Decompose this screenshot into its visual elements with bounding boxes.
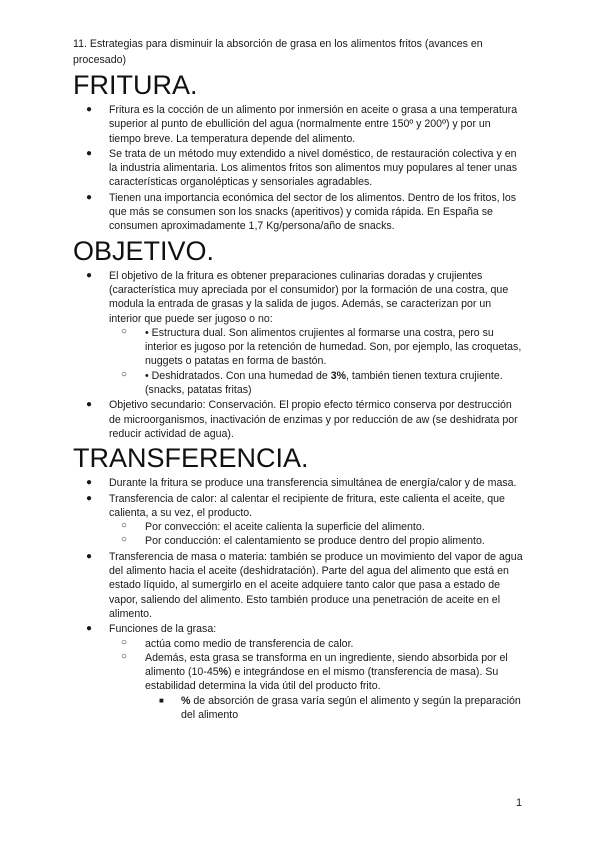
hollow-bullet-icon: ○ <box>121 650 128 662</box>
absorcion-sublist <box>145 694 523 723</box>
list-item: ○ actúa como medio de transferencia de calor. <box>121 636 354 650</box>
list-item: ● Objetivo secundario: Conservación. El propio efecto térmico conserva por destrucción de microorganismos, inactivación de enzimas y por reducción de aw (se deshidrata por reducir actividad de agua). <box>86 399 518 440</box>
hollow-bullet-icon: ○ <box>121 325 128 337</box>
heading-fritura: FRITURA. <box>73 70 198 100</box>
bullet-icon: ● <box>86 477 93 489</box>
hollow-bullet-icon: ○ <box>121 534 128 546</box>
transferencia-list <box>73 476 523 722</box>
grasa-sublist <box>109 637 523 723</box>
page-number: 1 <box>516 797 523 809</box>
list-item: ● Tienen una importancia económica del sector de los alimentos. Dentro de los fritos, los que más se consumen son los snacks (aperitivos) y comida rápida. En España se consumen aproximadamente 1,7 Kg/persona/año de snacks. <box>86 191 517 233</box>
hollow-bullet-icon: ○ <box>121 368 128 380</box>
bullet-icon: ● <box>86 623 93 635</box>
heading-transferencia: TRANSFERENCIA. <box>73 443 309 474</box>
list-item: ● El objetivo de la fritura es obtener preparaciones culinarias doradas y crujientes (característica muy apreciada por el consumidor) por la formación de una costra, que modula la entrada de grasas y la salida de jugos. Además, se caracterizan por un interior que puede ser jugoso o no: ○ • Estructura dual. Son alimentos crujientes al formarse una costra, pero su interior es jugoso por la retención de humedad. Son, por ejemplo, las croquetas, nuggets o patatas en forma de bastón. ○ • Deshidratados. Con una humedad de 3%, también tienen textura crujiente. (snacks, patatas fritas) <box>86 269 522 397</box>
bullet-icon: ● <box>86 147 93 159</box>
list-item: ■ % de absorción de grasa varía según el alimento y según la preparación del alimento <box>159 694 521 721</box>
hollow-bullet-icon: ○ <box>121 636 128 648</box>
hollow-bullet-icon: ○ <box>121 520 128 532</box>
square-bullet-icon: ■ <box>159 695 164 705</box>
list-item: ○ Además, esta grasa se transforma en un ingrediente, siendo absorbida por el alimento (10-45%) e integrándose en el mismo (transferencia de masa). Su estabilidad determina la vida útil del producto frito. ■ % de absorción de grasa varía según el alimento y según la preparación del alimento <box>109 651 523 722</box>
intro-line: 11. Estrategias para disminuir la absorción de grasa en los alimentos fritos (avances en procesado) <box>73 38 483 66</box>
list-item: ● Se trata de un método muy extendido a nivel doméstico, de restauración colectiva y en la industria alimentaria. Los alimentos fritos son alimentos muy populares al tener unas características organolépticas y sensoriales agradables. <box>86 147 518 189</box>
heading-objetivo: OBJETIVO. <box>73 235 215 266</box>
document-page <box>73 36 523 723</box>
calor-sublist <box>109 520 523 549</box>
bullet-icon: ● <box>86 492 93 504</box>
list-item: ○ • Estructura dual. Son alimentos crujientes al formarse una costra, pero su interior es jugoso por la retención de humedad. Son, por ejemplo, las croquetas, nuggets o patatas en forma de bastón. <box>121 325 522 368</box>
bullet-icon: ● <box>86 191 93 203</box>
list-item: ● Funciones de la grasa: ○ actúa como medio de transferencia de calor. ○ Además, esta grasa se transforma en un ingrediente, siendo absorbida por el alimento (10-45%) e integrándose en el mismo (transferencia de masa). Su estabilidad determina la vida útil del producto frito. ■ % de absorción de grasa varía según el alimento y según la preparación del alimento <box>73 622 523 722</box>
bullet-icon: ● <box>86 269 93 281</box>
list-item: ● Transferencia de calor: al calentar el recipiente de fritura, este calienta el aceite, que calienta, a su vez, el producto. ○ Por convección: el aceite calienta la superficie del alimento. ○ Por conducción: el calentamiento se produce dentro del propio alimento. <box>73 492 523 549</box>
list-item: ● Transferencia de masa o materia: también se produce un movimiento del vapor de agua del alimento hacia el aceite (deshidratación). Parte del agua del alimento que está en estado líquido, al sumergirlo en el aceite adquiere tanto calor que pasa a estado de vapor, saliendo del alimento. Esto también produce una penetración de aceite en el alimento. <box>86 550 523 620</box>
objetivo-sublist <box>109 326 523 397</box>
bullet-icon: ● <box>86 104 93 115</box>
bullet-icon: ● <box>86 550 93 562</box>
objetivo-list <box>73 269 523 442</box>
fritura-list <box>73 103 523 234</box>
list-item: ○ Por conducción: el calentamiento se produce dentro del propio alimento. <box>121 534 485 548</box>
list-item: ● Fritura es la cocción de un alimento por inmersión en aceite o grasa a una temperatura superior al punto de ebullición del agua (normalmente entre 150º y 200º) y por un tiempo breve. La temperatura depende del alimento. <box>86 104 518 145</box>
list-item: ○ Por convección: el aceite calienta la superficie del alimento. <box>121 520 425 534</box>
list-item: ● Durante la fritura se produce una transferencia simultánea de energía/calor y de masa. <box>86 477 517 490</box>
bullet-icon: ● <box>86 399 93 411</box>
list-item: ○ • Deshidratados. Con una humedad de 3%, también tienen textura crujiente. (snacks, patatas fritas) <box>121 368 503 397</box>
